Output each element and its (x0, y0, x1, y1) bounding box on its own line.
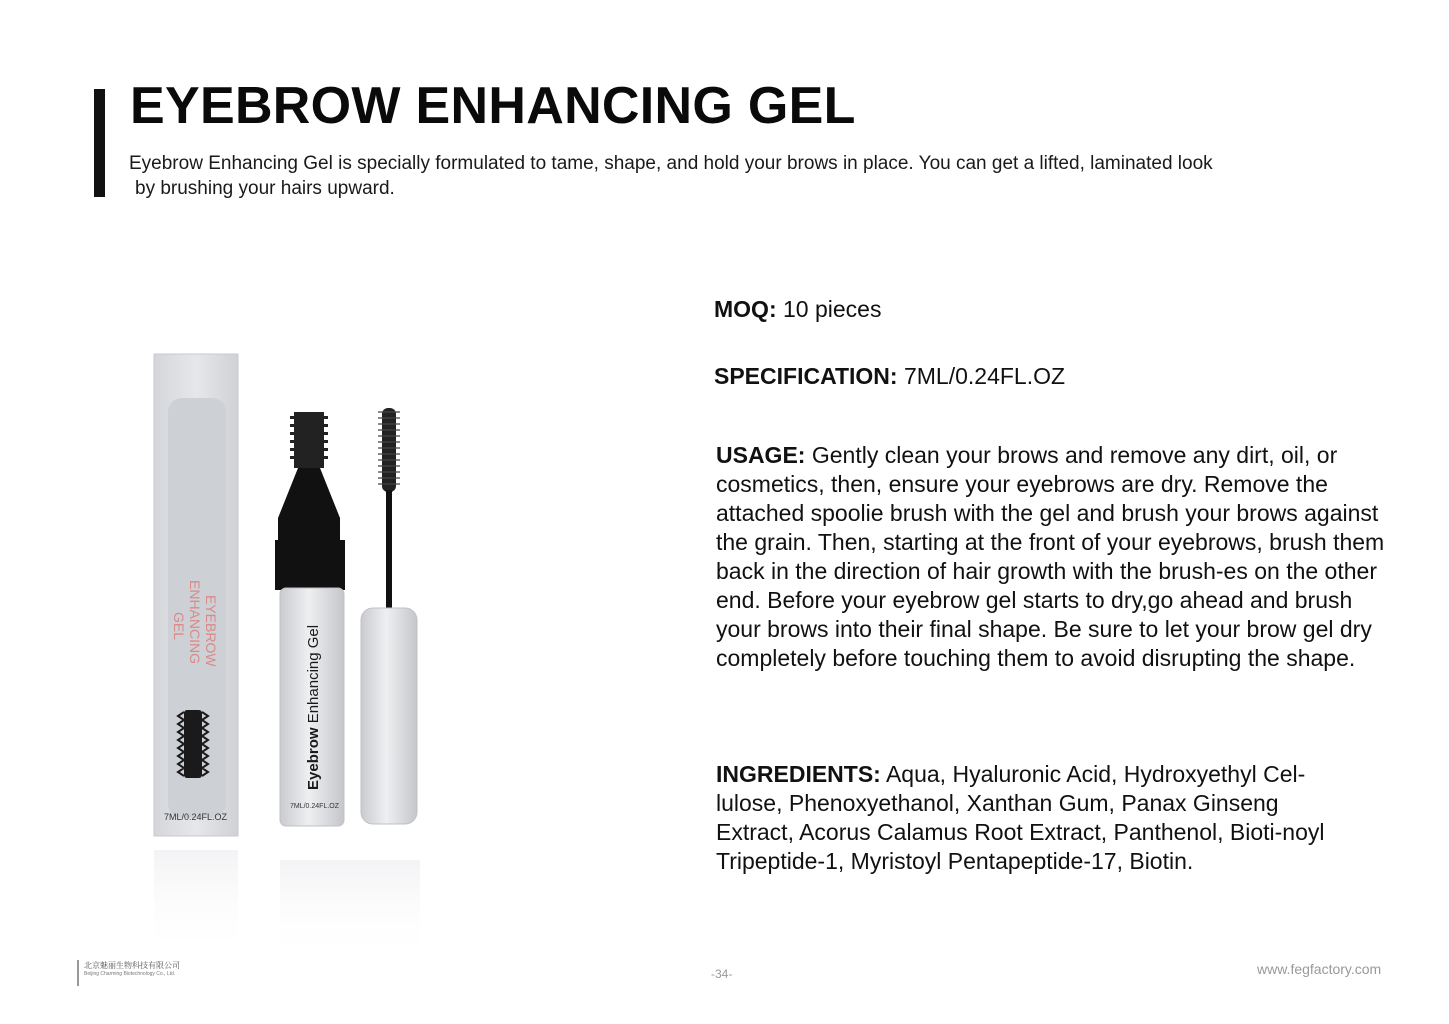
box-label-line-1: EYEBROW (203, 595, 219, 667)
tube-label-bold: Eyebrow (305, 727, 322, 790)
ingredients-paragraph (716, 760, 1356, 876)
subtitle-line-1: Eyebrow Enhancing Gel is specially formulated to tame, shape, and hold your brows in place. You can get a lifted, laminated look (129, 153, 1213, 174)
usage-label: USAGE: (716, 442, 806, 468)
usage-paragraph (716, 441, 1386, 673)
spoolie-wand (361, 408, 417, 824)
box-brush-icon (178, 710, 208, 778)
page-subtitle (129, 151, 1329, 201)
svg-text:Eyebrow Enhancing Gel (305, 625, 322, 790)
ingredients-label: INGREDIENTS: (716, 761, 881, 787)
moq-label: MOQ: (714, 296, 777, 322)
moq-line (714, 296, 881, 323)
page-number: -34- (711, 967, 733, 981)
moq-value: 10 pieces (783, 296, 882, 322)
specification-label: SPECIFICATION: (714, 363, 898, 389)
company-name-cn: 北京魅丽生物科技有限公司 (84, 961, 180, 970)
product-box (154, 354, 238, 960)
tube-label-regular: Enhancing Gel (305, 624, 322, 728)
tube-volume: 7ML/0.24FL.OZ (290, 803, 340, 810)
box-label-line-2: ENHANCING (187, 580, 203, 665)
product-image (140, 340, 440, 970)
company-name-en: Beijing Charming Biotechnology Co., Ltd. (84, 971, 176, 977)
specification-value: 7ML/0.24FL.OZ (903, 363, 1066, 389)
ingredients-text: Aqua, Hyaluronic Acid, Hydroxyethyl Cel-lulose, Phenoxyethanol, Xanthan Gum, Panax Ginseng Extract, Acorus Calamus Root Extract, Panthenol, Bioti-noyl Tripeptide-1, Myristoyl Pentapeptide-17, Biotin. (716, 761, 1325, 874)
subtitle-line-2: by brushing your hairs upward. (135, 178, 395, 199)
website-url: www.fegfactory.com (1257, 961, 1382, 977)
page-title: EYEBROW ENHANCING GEL (130, 77, 856, 135)
comb-applicator (275, 412, 345, 590)
box-volume: 7ML/0.24FL.OZ (164, 812, 228, 822)
title-accent-bar (94, 89, 105, 197)
box-label-line-3: GEL (171, 612, 187, 641)
gel-tube (280, 588, 344, 826)
footer-company-logo (77, 960, 180, 986)
usage-text: Gently clean your brows and remove any dirt, oil, or cosmetics, then, ensure your eyebrows are dry. Remove the attached spoolie brush with the gel and brush your brows against the grain. Then, starting at the front of your eyebrows, brush them back in the direction of hair growth with the brush-es on the other end. Before your eyebrow gel starts to dry,go ahead and brush your brows into their final shape. Be sure to let your brow gel dry completely before touching them to avoid disrupting the shape. (716, 442, 1385, 671)
specification-line (714, 363, 1065, 390)
